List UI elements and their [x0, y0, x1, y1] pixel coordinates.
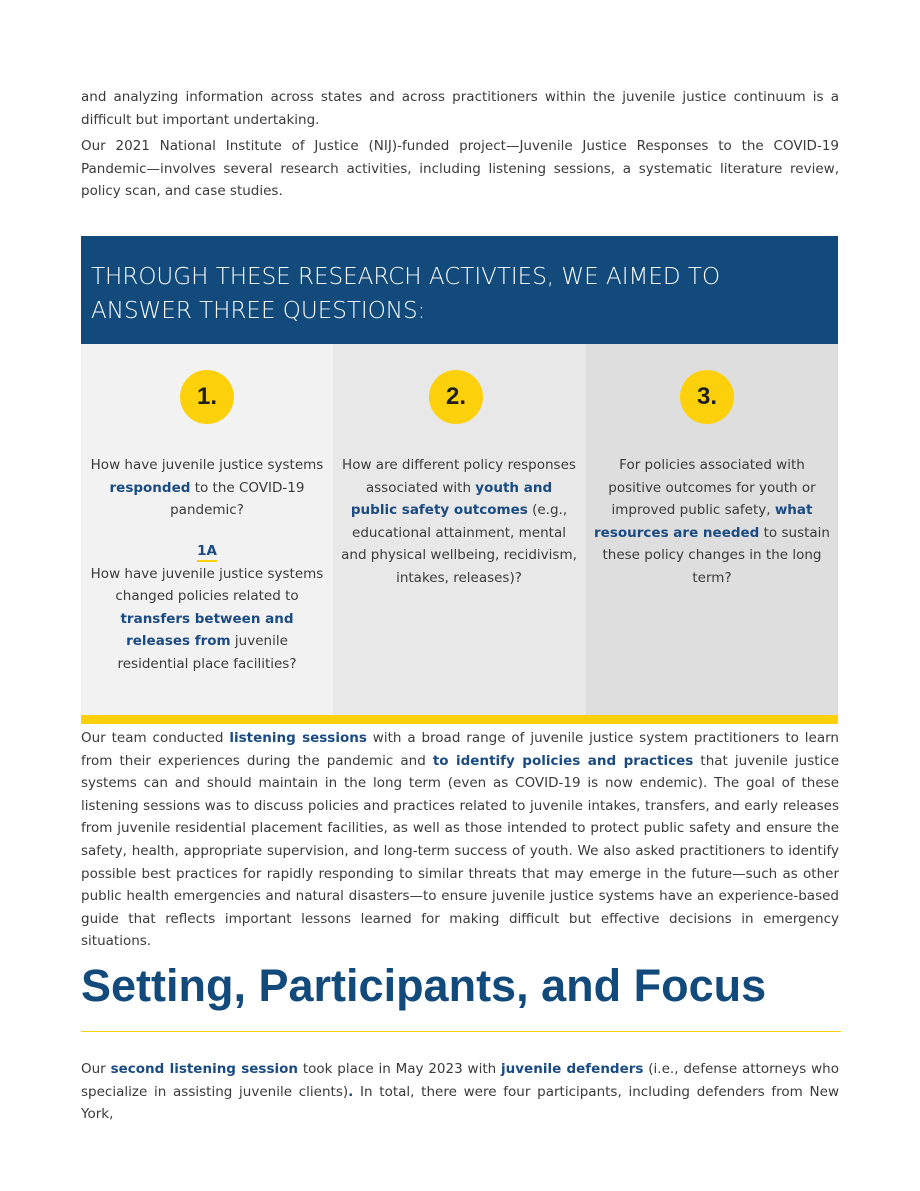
question-1-emphasis: responded — [109, 479, 191, 496]
question-column-2 — [333, 344, 586, 715]
intro-paragraph-2: Our 2021 National Institute of Justice (NIJ)-funded project—Juvenile Justice Responses to the COVID-19 Pandemic—involves several research activities, including listening sessions, a systematic literature review, policy scan, and case studies. — [81, 138, 839, 200]
question-3-text: For policies associated with positive outcomes for youth or improved public safety, what resources are needed to sustain these policy changes in the long term? — [594, 457, 830, 586]
question-2-emphasis: youth and public safety outcomes — [350, 479, 553, 519]
questions-box-accent-bar — [81, 715, 838, 724]
section-heading: Setting, Participants, and Focus — [81, 960, 767, 1011]
question-number-badge: 3. — [680, 370, 734, 424]
research-questions-box — [81, 236, 838, 724]
question-number-badge: 1. — [180, 370, 234, 424]
heading-divider — [81, 1031, 841, 1032]
question-1a-block: 1A How have juvenile justice systems changed policies related to transfers between and releases from juvenile residential place facilities? — [90, 543, 324, 672]
question-3-emphasis: what resources are needed — [594, 502, 813, 541]
subquestion-label: 1A — [197, 542, 217, 562]
question-column-1 — [81, 344, 333, 715]
question-1-text: How have juvenile justice systems responded to the COVID-19 pandemic? — [90, 457, 324, 519]
question-column-3 — [586, 344, 838, 715]
questions-box-title: THROUGH THESE RESEARCH ACTIVTIES, WE AIMED TO ANSWER THREE QUESTIONS: — [91, 264, 721, 324]
questions-box-header — [81, 236, 838, 344]
question-2-text: How are different policy responses associated with youth and public safety outcomes (e.g., educational attainment, mental and physical wellbeing, recidivism, intakes, releases)? — [341, 457, 577, 586]
setting-paragraph: Our second listening session took place in May 2023 with juvenile defenders (i.e., defense attorneys who specialize in assisting juvenile clients). In total, there were four participants, including defenders from New York, — [81, 1061, 839, 1123]
intro-paragraph-1: and analyzing information across states and across practitioners within the juvenile justice continuum is a difficult but important undertaking. — [81, 89, 839, 128]
question-number-badge: 2. — [429, 370, 483, 424]
listening-sessions-paragraph: Our team conducted listening sessions with a broad range of juvenile justice system practitioners to learn from their experiences during the pandemic and to identify policies and practices that juvenile justice systems can and should maintain in the long term (even as COVID-19 is now endemic). The goal of these listening sessions was to discuss policies and practices related to juvenile intakes, transfers, and early releases from juvenile residential placement facilities, as well as those intended to protect public safety and ensure the safety, health, appropriate supervision, and long-term success of youth. We also asked practitioners to identify possible best practices for rapidly responding to similar threats that may emerge in the future—such as other public health emergencies and natural disasters—to ensure juvenile justice systems have an experience-based guide that reflects important lessons learned for making difficult but effective decisions in emergency situations. — [81, 730, 840, 950]
question-1a-emphasis: transfers between and releases from — [120, 610, 294, 650]
